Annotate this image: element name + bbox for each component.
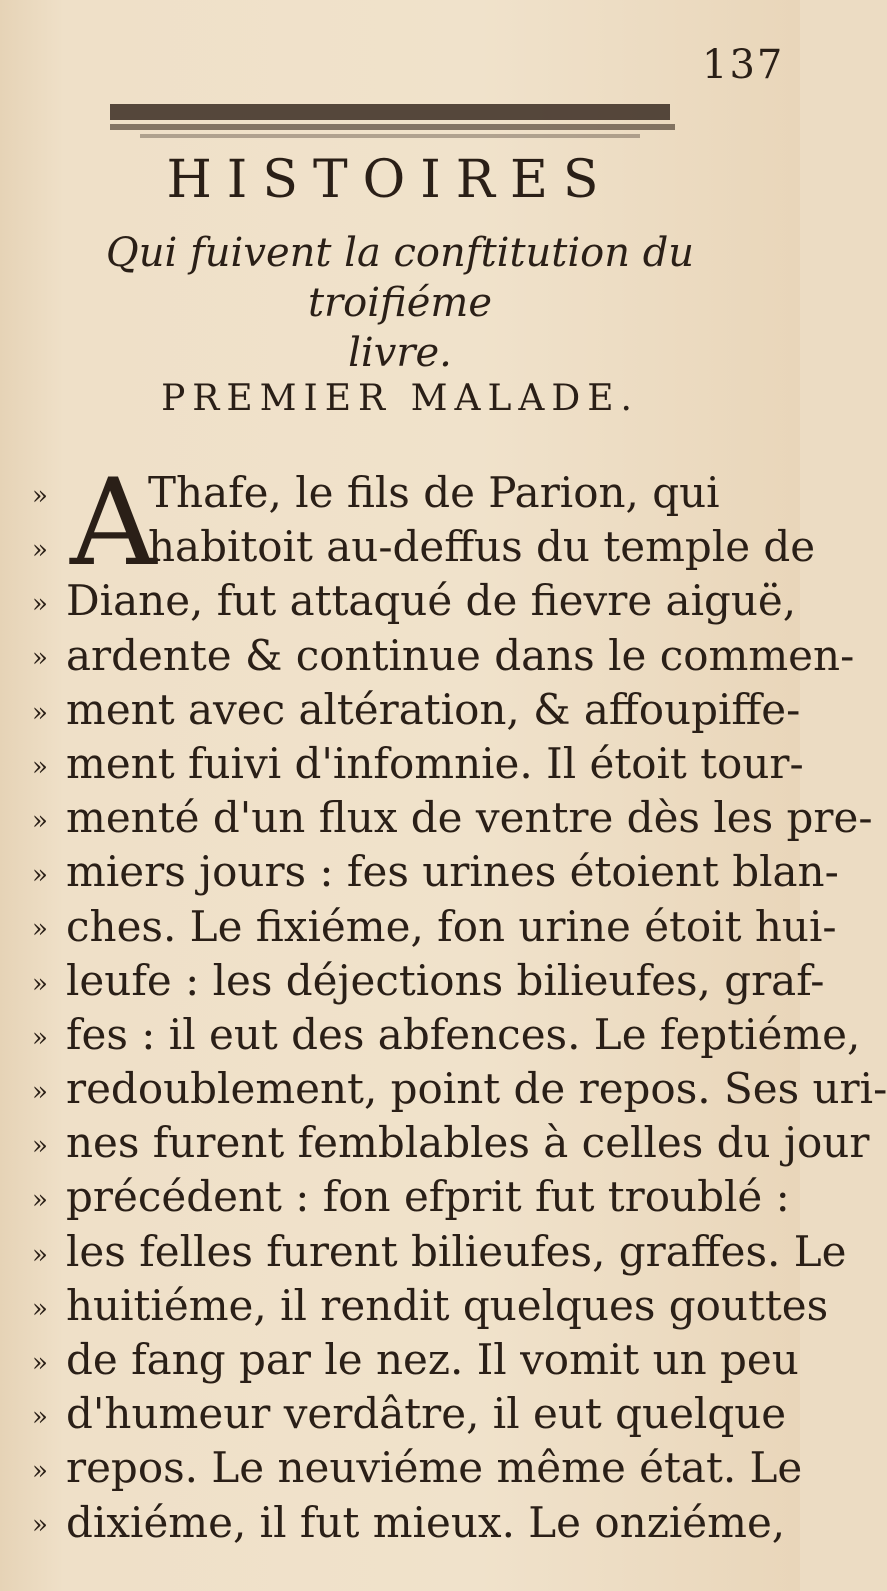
quote-marker: »: [32, 1239, 48, 1270]
text-line: [18, 737, 804, 791]
text-line: [18, 900, 837, 954]
body-text: [18, 454, 887, 1550]
line-text: les felles furent bilieufes, graffes. Le: [66, 1226, 847, 1276]
quote-marker: »: [32, 860, 48, 891]
line-text: repos. Le neuviéme même état. Le: [66, 1443, 803, 1493]
line-text: leufe : les déjections bilieufes, graf-: [66, 955, 825, 1005]
subtitle-line: livre.: [348, 330, 452, 376]
line-text: ches. Le fixiéme, fon urine étoit hui-: [66, 901, 837, 951]
text-line: [18, 1008, 861, 1062]
drop-cap: A: [70, 454, 157, 593]
line-text: nes furent femblables à celles du jour: [66, 1118, 870, 1168]
line-text: d'humeur verdâtre, il eut quelque: [66, 1389, 787, 1439]
line-text: habitoit au-deffus du temple de: [148, 522, 816, 572]
text-line: [18, 1116, 870, 1170]
quote-marker: »: [32, 1131, 48, 1162]
text-line: [18, 1496, 788, 1550]
line-text: fes : il eut des abfences. Le feptiéme,: [66, 1009, 861, 1059]
text-line: [18, 574, 797, 628]
subtitle-line: Qui fuivent la conftitution du troifiéme: [105, 230, 695, 326]
line-text: ardente & continue dans le commen-: [66, 630, 855, 680]
section-title: PREMIER MALADE.: [161, 378, 639, 419]
line-text: de fang par le nez. Il vomit un peu: [66, 1335, 799, 1384]
text-line: [18, 1062, 887, 1116]
text-line: [18, 1279, 829, 1333]
text-line: [18, 1441, 803, 1495]
line-text: ment avec altération, & affoupiffe-: [66, 684, 801, 734]
line-text: menté d'un flux de ventre dès les pre-: [66, 793, 873, 843]
text-line: [18, 520, 816, 574]
line-text: redoublement, point de repos. Ses uri-: [66, 1064, 887, 1114]
text-line: [18, 683, 801, 737]
quote-marker: »: [32, 968, 48, 999]
quote-marker: »: [32, 914, 48, 945]
text-line: [18, 629, 855, 683]
header-ornament: [110, 100, 680, 144]
quote-marker: »: [32, 1185, 48, 1216]
text-line: [18, 1333, 799, 1387]
text-line: [18, 1170, 788, 1224]
quote-marker: »: [32, 1076, 48, 1107]
text-line: [18, 466, 788, 520]
text-line: [18, 845, 839, 899]
line-text: Thafe, le fils de Parion, qui: [148, 468, 720, 517]
text-line: [18, 791, 873, 845]
quote-marker: »: [32, 589, 48, 620]
line-text: ment fuivi d'infomnie. Il étoit tour-: [66, 738, 804, 788]
line-text: Diane, fut attaqué de fievre aiguë,: [66, 576, 797, 626]
quote-marker: »: [32, 1293, 48, 1324]
quote-marker: »: [32, 751, 48, 782]
quote-marker: »: [32, 1510, 48, 1541]
quote-marker: »: [32, 1402, 48, 1433]
quote-marker: »: [32, 1456, 48, 1487]
line-text: précédent : fon efprit fut troublé :: [66, 1172, 790, 1222]
text-line: [18, 1225, 847, 1279]
line-text: huitiéme, il rendit quelques gouttes: [66, 1280, 829, 1330]
quote-marker: »: [32, 643, 48, 674]
text-line: [18, 954, 825, 1008]
quote-marker: »: [32, 1022, 48, 1053]
line-text: dixiéme, il fut mieux. Le onziéme,: [66, 1497, 786, 1547]
page-number: 137: [702, 42, 785, 88]
line-text: miers jours : fes urines étoient blan-: [66, 847, 839, 897]
quote-marker: »: [32, 480, 48, 511]
quote-marker: »: [32, 1347, 48, 1378]
quote-marker: »: [32, 535, 48, 566]
chapter-title: HISTOIRES: [166, 150, 614, 210]
quote-marker: »: [32, 697, 48, 728]
chapter-subtitle: [50, 228, 750, 378]
text-line: [18, 1387, 788, 1441]
quote-marker: »: [32, 806, 48, 837]
